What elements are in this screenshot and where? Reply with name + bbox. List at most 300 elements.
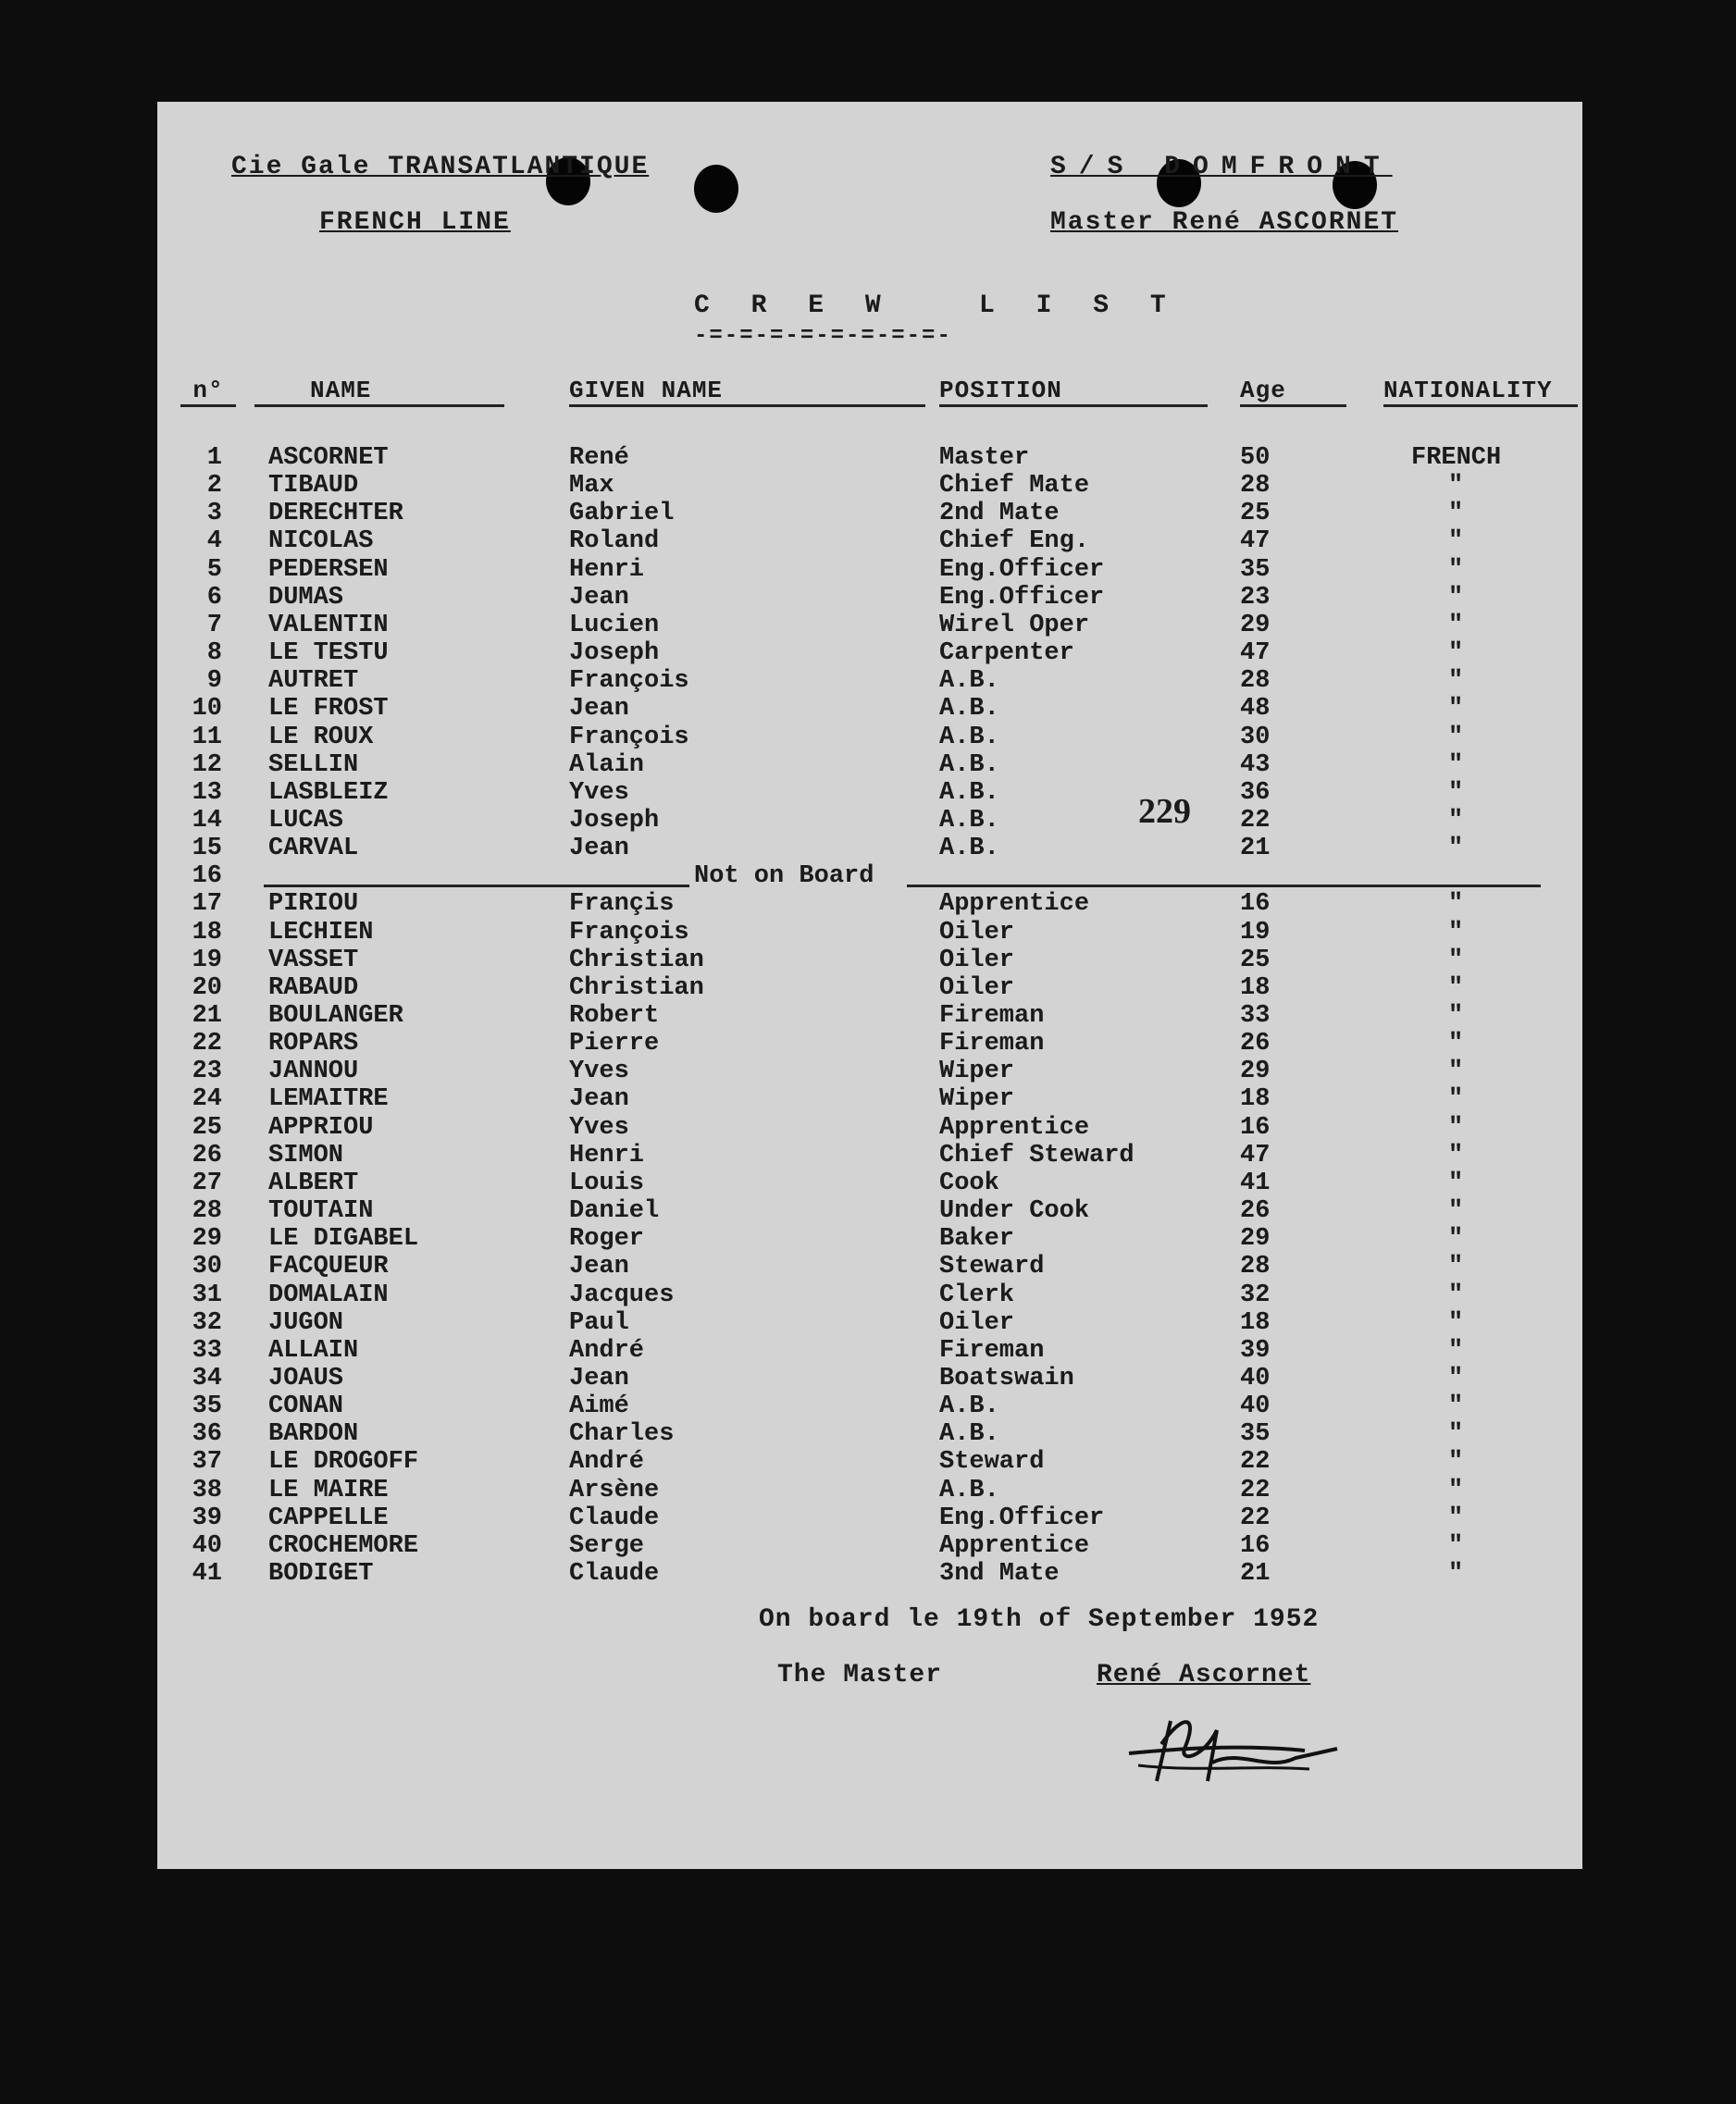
- crew-name: RABAUD: [268, 974, 359, 1002]
- crew-position: Fireman: [939, 1002, 1045, 1030]
- crew-nationality: ": [1448, 1170, 1464, 1197]
- crew-name: SIMON: [268, 1142, 344, 1170]
- crew-nationality: ": [1448, 1365, 1464, 1392]
- crew-position: A.B.: [939, 724, 999, 751]
- crew-number: 19: [192, 947, 222, 974]
- crew-position: Chief Steward: [939, 1142, 1135, 1170]
- crew-number: 29: [192, 1225, 222, 1253]
- crew-given-name: Charles: [569, 1420, 675, 1448]
- signatory-label: The Master: [777, 1661, 943, 1689]
- crew-position: Under Cook: [939, 1197, 1090, 1225]
- crew-nationality: ": [1448, 584, 1464, 612]
- crew-number: 11: [192, 724, 222, 751]
- crew-age: 47: [1240, 527, 1271, 555]
- crew-age: 19: [1240, 919, 1271, 947]
- crew-number: 41: [192, 1560, 222, 1588]
- crew-position: Master: [939, 444, 1030, 472]
- crew-row: [157, 1142, 1582, 1170]
- crew-given-name: François: [569, 667, 689, 695]
- crew-row: [157, 1225, 1582, 1253]
- crew-number: 15: [192, 835, 222, 862]
- crew-name: ROPARS: [268, 1030, 359, 1058]
- crew-nationality: ": [1448, 919, 1464, 947]
- crew-row: [157, 584, 1582, 612]
- crew-row: [157, 500, 1582, 527]
- crew-nationality: ": [1448, 890, 1464, 918]
- crew-name: DOMALAIN: [268, 1281, 389, 1309]
- crew-given-name: Louis: [569, 1170, 645, 1197]
- crew-age: 28: [1240, 472, 1271, 500]
- crew-name: BODIGET: [268, 1560, 374, 1588]
- crew-given-name: Jean: [569, 1253, 629, 1281]
- column-header-age: Age: [1240, 377, 1346, 407]
- crew-name: SELLIN: [268, 751, 359, 779]
- crew-age: 21: [1240, 835, 1271, 862]
- crew-given-name: Max: [569, 472, 614, 500]
- crew-given-name: Jean: [569, 695, 629, 723]
- crew-position: A.B.: [939, 779, 999, 807]
- crew-position: Cook: [939, 1170, 999, 1197]
- crew-given-name: Yves: [569, 1058, 629, 1085]
- crew-nationality: ": [1448, 947, 1464, 974]
- crew-row: [157, 1253, 1582, 1281]
- crew-age: 29: [1240, 612, 1271, 639]
- crew-row: [157, 1085, 1582, 1113]
- crew-position: Apprentice: [939, 1114, 1090, 1142]
- crew-given-name: Yves: [569, 1114, 629, 1142]
- crew-row: [157, 444, 1582, 472]
- crew-row: [157, 1560, 1582, 1588]
- document-page: [157, 102, 1582, 1869]
- crew-position: Eng.Officer: [939, 1504, 1105, 1532]
- crew-row: [157, 556, 1582, 584]
- crew-row: [157, 612, 1582, 639]
- crew-age: 47: [1240, 1142, 1271, 1170]
- crew-given-name: Alain: [569, 751, 645, 779]
- crew-position: Apprentice: [939, 890, 1090, 918]
- crew-position: Oiler: [939, 974, 1015, 1002]
- crew-given-name: André: [569, 1448, 645, 1476]
- crew-row: [157, 1392, 1582, 1420]
- crew-position: Eng.Officer: [939, 556, 1105, 584]
- crew-name: TIBAUD: [268, 472, 359, 500]
- crew-position: A.B.: [939, 1420, 999, 1448]
- crew-nationality: ": [1448, 1281, 1464, 1309]
- crew-nationality: FRENCH: [1411, 444, 1502, 472]
- crew-name: LUCAS: [268, 807, 344, 835]
- crew-age: 23: [1240, 584, 1271, 612]
- not-on-board-note: Not on Board: [694, 862, 874, 890]
- crew-nationality: ": [1448, 1114, 1464, 1142]
- crew-age: 16: [1240, 1532, 1271, 1560]
- crew-given-name: Paul: [569, 1309, 629, 1337]
- crew-given-name: Christian: [569, 947, 704, 974]
- crew-given-name: Roger: [569, 1225, 645, 1253]
- crew-number: 35: [192, 1392, 222, 1420]
- crew-position: A.B.: [939, 667, 999, 695]
- crew-position: Fireman: [939, 1337, 1045, 1365]
- crew-age: 22: [1240, 1504, 1271, 1532]
- crew-age: 18: [1240, 1309, 1271, 1337]
- crew-given-name: Serge: [569, 1532, 645, 1560]
- crew-nationality: ": [1448, 751, 1464, 779]
- crew-given-name: Jean: [569, 835, 629, 862]
- crew-age: 47: [1240, 639, 1271, 667]
- crew-name: LE TESTU: [268, 639, 389, 667]
- crew-number: 14: [192, 807, 222, 835]
- crew-number: 2: [206, 472, 222, 500]
- crew-given-name: François: [569, 724, 689, 751]
- crew-position: Oiler: [939, 919, 1015, 947]
- crew-name: TOUTAIN: [268, 1197, 374, 1225]
- column-header-no: n°: [180, 377, 236, 407]
- crew-given-name: Yves: [569, 779, 629, 807]
- crew-number: 27: [192, 1170, 222, 1197]
- crew-age: 41: [1240, 1170, 1271, 1197]
- crew-position: Oiler: [939, 1309, 1015, 1337]
- crew-nationality: ": [1448, 472, 1464, 500]
- not-on-board-rule: [907, 885, 1541, 887]
- crew-age: 22: [1240, 807, 1271, 835]
- crew-nationality: ": [1448, 1142, 1464, 1170]
- crew-row: [157, 667, 1582, 695]
- crew-nationality: ": [1448, 835, 1464, 862]
- company-line: FRENCH LINE: [319, 208, 511, 237]
- stamp-number: 229: [1138, 792, 1191, 831]
- crew-row: [157, 862, 1582, 890]
- crew-position: Clerk: [939, 1281, 1015, 1309]
- crew-given-name: Robert: [569, 1002, 660, 1030]
- crew-name: DERECHTER: [268, 500, 403, 527]
- crew-number: 26: [192, 1142, 222, 1170]
- title-rule: -=-=-=-=-=-=-=-=-: [694, 324, 952, 349]
- crew-given-name: Gabriel: [569, 500, 675, 527]
- crew-row: [157, 1281, 1582, 1309]
- crew-nationality: ": [1448, 1197, 1464, 1225]
- crew-position: A.B.: [939, 807, 999, 835]
- crew-name: CAPPELLE: [268, 1504, 389, 1532]
- crew-position: Apprentice: [939, 1532, 1090, 1560]
- crew-given-name: Claude: [569, 1560, 660, 1588]
- crew-nationality: ": [1448, 1448, 1464, 1476]
- crew-given-name: Jacques: [569, 1281, 675, 1309]
- crew-number: 31: [192, 1281, 222, 1309]
- crew-given-name: Jean: [569, 584, 629, 612]
- crew-row: [157, 1170, 1582, 1197]
- crew-position: Eng.Officer: [939, 584, 1105, 612]
- crew-row: [157, 835, 1582, 862]
- crew-given-name: Lucien: [569, 612, 660, 639]
- crew-number: 10: [192, 695, 222, 723]
- crew-name: VASSET: [268, 947, 359, 974]
- crew-number: 8: [206, 639, 222, 667]
- crew-number: 38: [192, 1477, 222, 1504]
- footer-date-line: On board le 19th of September 1952: [759, 1605, 1320, 1634]
- crew-given-name: Jean: [569, 1085, 629, 1113]
- crew-nationality: ": [1448, 500, 1464, 527]
- crew-age: 50: [1240, 444, 1271, 472]
- crew-age: 25: [1240, 947, 1271, 974]
- crew-age: 33: [1240, 1002, 1271, 1030]
- crew-name: FACQUEUR: [268, 1253, 389, 1281]
- crew-age: 35: [1240, 1420, 1271, 1448]
- crew-name: BOULANGER: [268, 1002, 403, 1030]
- crew-name: PEDERSEN: [268, 556, 389, 584]
- crew-age: 18: [1240, 974, 1271, 1002]
- crew-position: A.B.: [939, 695, 999, 723]
- crew-row: [157, 724, 1582, 751]
- crew-age: 39: [1240, 1337, 1271, 1365]
- crew-row: [157, 919, 1582, 947]
- master-line: Master René ASCORNET: [1050, 208, 1399, 237]
- crew-number: 40: [192, 1532, 222, 1560]
- crew-name: JANNOU: [268, 1058, 359, 1085]
- crew-number: 18: [192, 919, 222, 947]
- crew-given-name: Pierre: [569, 1030, 660, 1058]
- punch-hole: [694, 165, 738, 213]
- crew-row: [157, 1420, 1582, 1448]
- crew-position: Carpenter: [939, 639, 1074, 667]
- crew-name: ASCORNET: [268, 444, 389, 472]
- crew-nationality: ": [1448, 1253, 1464, 1281]
- crew-position: Wiper: [939, 1085, 1015, 1113]
- column-header-position: POSITION: [939, 377, 1208, 407]
- crew-row: [157, 1197, 1582, 1225]
- crew-number: 21: [192, 1002, 222, 1030]
- crew-number: 20: [192, 974, 222, 1002]
- crew-name: CROCHEMORE: [268, 1532, 419, 1560]
- crew-nationality: ": [1448, 612, 1464, 639]
- crew-row: [157, 890, 1582, 918]
- crew-row: [157, 1365, 1582, 1392]
- crew-given-name: Claude: [569, 1504, 660, 1532]
- crew-row: [157, 1504, 1582, 1532]
- crew-position: Wirel Oper: [939, 612, 1090, 639]
- crew-given-name: Daniel: [569, 1197, 660, 1225]
- crew-nationality: ": [1448, 695, 1464, 723]
- crew-number: 9: [206, 667, 222, 695]
- crew-row: [157, 779, 1582, 807]
- crew-nationality: ": [1448, 1337, 1464, 1365]
- crew-nationality: ": [1448, 1420, 1464, 1448]
- crew-nationality: ": [1448, 1309, 1464, 1337]
- crew-nationality: ": [1448, 527, 1464, 555]
- crew-nationality: ": [1448, 1085, 1464, 1113]
- crew-age: 22: [1240, 1448, 1271, 1476]
- crew-position: Baker: [939, 1225, 1015, 1253]
- crew-name: LASBLEIZ: [268, 779, 389, 807]
- crew-position: Fireman: [939, 1030, 1045, 1058]
- crew-name: LE FROST: [268, 695, 389, 723]
- crew-row: [157, 807, 1582, 835]
- crew-number: 37: [192, 1448, 222, 1476]
- crew-position: Oiler: [939, 947, 1015, 974]
- document-title: C R E W L I S T: [694, 291, 1179, 320]
- crew-row: [157, 695, 1582, 723]
- crew-position: Chief Eng.: [939, 527, 1090, 555]
- crew-nationality: ": [1448, 1392, 1464, 1420]
- crew-row: [157, 974, 1582, 1002]
- crew-number: 7: [206, 612, 222, 639]
- crew-age: 16: [1240, 890, 1271, 918]
- crew-name: JOAUS: [268, 1365, 344, 1392]
- crew-number: 13: [192, 779, 222, 807]
- crew-row: [157, 1058, 1582, 1085]
- crew-number: 6: [206, 584, 222, 612]
- crew-nationality: ": [1448, 1030, 1464, 1058]
- crew-age: 43: [1240, 751, 1271, 779]
- crew-row: [157, 1337, 1582, 1365]
- crew-age: 35: [1240, 556, 1271, 584]
- crew-name: JUGON: [268, 1309, 344, 1337]
- crew-row: [157, 472, 1582, 500]
- crew-nationality: ": [1448, 974, 1464, 1002]
- crew-position: Chief Mate: [939, 472, 1090, 500]
- signatory-name: René Ascornet: [1097, 1661, 1311, 1689]
- crew-number: 23: [192, 1058, 222, 1085]
- crew-position: 2nd Mate: [939, 500, 1060, 527]
- crew-age: 16: [1240, 1114, 1271, 1142]
- crew-given-name: Arsène: [569, 1477, 660, 1504]
- not-on-board-rule: [264, 885, 689, 887]
- crew-number: 34: [192, 1365, 222, 1392]
- crew-position: A.B.: [939, 1392, 999, 1420]
- crew-nationality: ": [1448, 667, 1464, 695]
- crew-age: 32: [1240, 1281, 1271, 1309]
- crew-row: [157, 527, 1582, 555]
- crew-given-name: Roland: [569, 527, 660, 555]
- crew-row: [157, 1114, 1582, 1142]
- crew-row: [157, 1309, 1582, 1337]
- crew-name: DUMAS: [268, 584, 344, 612]
- crew-number: 1: [206, 444, 222, 472]
- crew-nationality: ": [1448, 807, 1464, 835]
- crew-name: LEMAITRE: [268, 1085, 389, 1113]
- crew-name: CARVAL: [268, 835, 359, 862]
- crew-position: Wiper: [939, 1058, 1015, 1085]
- crew-age: 36: [1240, 779, 1271, 807]
- crew-age: 28: [1240, 1253, 1271, 1281]
- crew-given-name: Aimé: [569, 1392, 629, 1420]
- crew-name: LE DROGOFF: [268, 1448, 419, 1476]
- crew-given-name: André: [569, 1337, 645, 1365]
- crew-given-name: Henri: [569, 1142, 645, 1170]
- crew-nationality: ": [1448, 1477, 1464, 1504]
- crew-nationality: ": [1448, 556, 1464, 584]
- crew-age: 21: [1240, 1560, 1271, 1588]
- crew-age: 30: [1240, 724, 1271, 751]
- crew-name: AUTRET: [268, 667, 359, 695]
- crew-nationality: ": [1448, 639, 1464, 667]
- crew-position: Steward: [939, 1253, 1045, 1281]
- crew-given-name: Joseph: [569, 807, 660, 835]
- crew-position: A.B.: [939, 835, 999, 862]
- crew-age: 29: [1240, 1225, 1271, 1253]
- crew-number: 16: [192, 862, 222, 890]
- column-header-nationality: NATIONALITY: [1383, 377, 1578, 407]
- crew-given-name: François: [569, 919, 689, 947]
- crew-name: PIRIOU: [268, 890, 359, 918]
- crew-row: [157, 1477, 1582, 1504]
- column-header-name: NAME: [254, 377, 504, 407]
- crew-nationality: ": [1448, 1058, 1464, 1085]
- crew-age: 40: [1240, 1365, 1271, 1392]
- crew-number: 12: [192, 751, 222, 779]
- crew-number: 39: [192, 1504, 222, 1532]
- crew-given-name: Christian: [569, 974, 704, 1002]
- crew-number: 28: [192, 1197, 222, 1225]
- crew-number: 5: [206, 556, 222, 584]
- crew-age: 18: [1240, 1085, 1271, 1113]
- crew-age: 48: [1240, 695, 1271, 723]
- crew-name: CONAN: [268, 1392, 344, 1420]
- crew-number: 24: [192, 1085, 222, 1113]
- crew-nationality: ": [1448, 1532, 1464, 1560]
- crew-name: LE DIGABEL: [268, 1225, 419, 1253]
- crew-nationality: ": [1448, 779, 1464, 807]
- crew-age: 29: [1240, 1058, 1271, 1085]
- crew-row: [157, 947, 1582, 974]
- crew-number: 22: [192, 1030, 222, 1058]
- crew-position: A.B.: [939, 751, 999, 779]
- crew-number: 30: [192, 1253, 222, 1281]
- crew-age: 26: [1240, 1030, 1271, 1058]
- crew-name: BARDON: [268, 1420, 359, 1448]
- crew-age: 40: [1240, 1392, 1271, 1420]
- crew-number: 3: [206, 500, 222, 527]
- crew-position: A.B.: [939, 1477, 999, 1504]
- crew-nationality: ": [1448, 1002, 1464, 1030]
- crew-given-name: Henri: [569, 556, 645, 584]
- crew-name: APPRIOU: [268, 1114, 374, 1142]
- crew-age: 28: [1240, 667, 1271, 695]
- company-name: Cie Gale TRANSATLANTIQUE: [231, 153, 650, 181]
- crew-number: 32: [192, 1309, 222, 1337]
- crew-name: LE ROUX: [268, 724, 374, 751]
- crew-age: 22: [1240, 1477, 1271, 1504]
- crew-given-name: Joseph: [569, 639, 660, 667]
- crew-row: [157, 1002, 1582, 1030]
- crew-number: 33: [192, 1337, 222, 1365]
- crew-number: 25: [192, 1114, 222, 1142]
- crew-name: NICOLAS: [268, 527, 374, 555]
- crew-given-name: Françis: [569, 890, 675, 918]
- crew-name: ALLAIN: [268, 1337, 359, 1365]
- handwritten-signature: [1120, 1693, 1342, 1795]
- crew-number: 17: [192, 890, 222, 918]
- crew-given-name: René: [569, 444, 629, 472]
- crew-position: 3nd Mate: [939, 1560, 1060, 1588]
- crew-nationality: ": [1448, 1504, 1464, 1532]
- crew-position: Steward: [939, 1448, 1045, 1476]
- crew-row: [157, 1448, 1582, 1476]
- crew-nationality: ": [1448, 724, 1464, 751]
- crew-name: LECHIEN: [268, 919, 374, 947]
- crew-row: [157, 639, 1582, 667]
- crew-number: 4: [206, 527, 222, 555]
- crew-row: [157, 1030, 1582, 1058]
- crew-age: 26: [1240, 1197, 1271, 1225]
- crew-number: 36: [192, 1420, 222, 1448]
- crew-name: LE MAIRE: [268, 1477, 389, 1504]
- crew-row: [157, 751, 1582, 779]
- crew-position: Boatswain: [939, 1365, 1074, 1392]
- crew-nationality: ": [1448, 1225, 1464, 1253]
- crew-name: ALBERT: [268, 1170, 359, 1197]
- crew-nationality: ": [1448, 1560, 1464, 1588]
- crew-age: 25: [1240, 500, 1271, 527]
- ship-name: S/S DOMFRONT: [1050, 153, 1393, 181]
